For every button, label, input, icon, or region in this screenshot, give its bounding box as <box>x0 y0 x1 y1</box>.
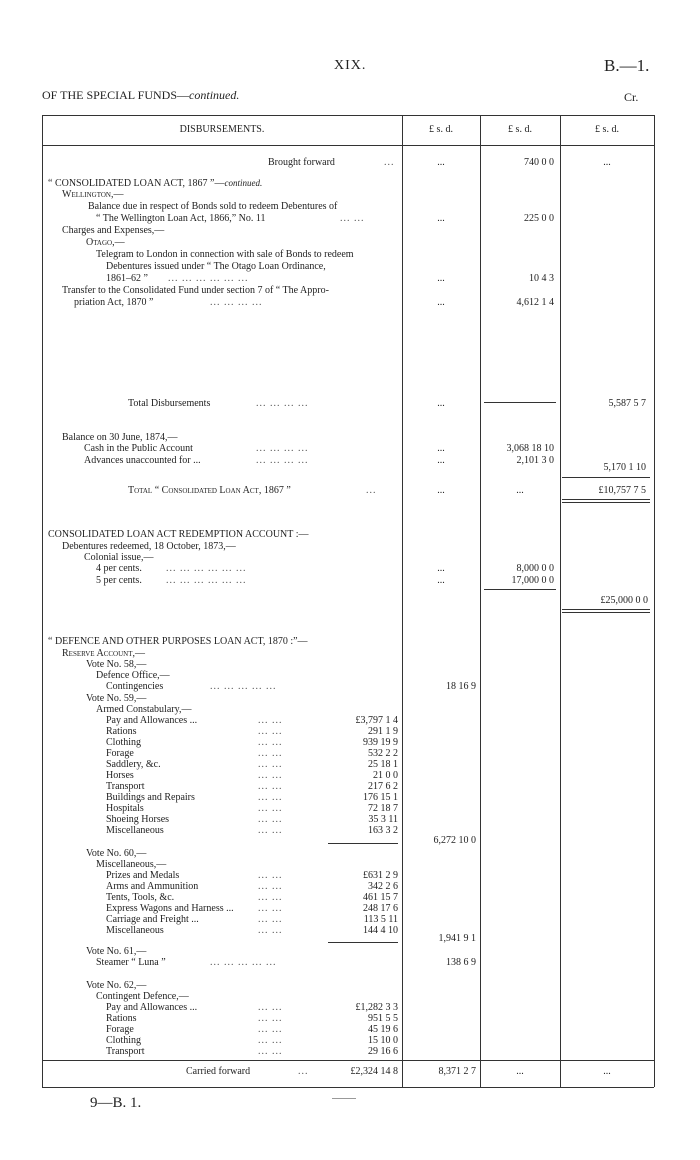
contingencies-col1: 18 16 9 <box>446 681 476 692</box>
total-disbursements-label: Total Disbursements <box>128 398 211 409</box>
total-disbursements-dots: ... ... ... ... <box>256 398 309 409</box>
vote59-item-dots: ... ... <box>258 737 283 748</box>
vote-61-heading: Vote No. 61,— <box>86 946 147 957</box>
rule-balance <box>562 477 650 478</box>
footer-short-rule <box>332 1098 356 1099</box>
rule-total-disbursements <box>484 402 556 403</box>
rule-carried-forward <box>42 1060 654 1061</box>
rule-redemption-col2 <box>484 589 556 590</box>
section1-title-italic: continued. <box>224 178 263 188</box>
carried-forward-label: Carried forward <box>186 1066 251 1077</box>
redemption-row-5pc-col1: ... <box>437 575 445 586</box>
section-title-redemption: CONSOLIDATED LOAN ACT REDEMPTION ACCOUNT :— <box>48 529 309 540</box>
otago-dots: ... ... ... ... ... ... <box>168 273 249 284</box>
subtitle-prefix: OF THE SPECIAL FUNDS— <box>42 88 190 102</box>
wellington-heading: Wellington,— <box>62 189 124 200</box>
brought-forward-label: Brought forward <box>268 157 335 168</box>
vote60-item-dots: ... ... <box>258 903 283 914</box>
redemption-row-5pc-col2: 17,000 0 0 <box>511 575 554 586</box>
wellington-col1: ... <box>437 213 445 224</box>
cash-col1: ... <box>437 443 445 454</box>
vote59-item-dots: ... ... <box>258 748 283 759</box>
otago-line-3: 1861–62 ” <box>106 273 148 284</box>
redemption-total-col3: £25,000 0 0 <box>600 595 648 606</box>
wellington-line-2: “ The Wellington Loan Act, 1866,” No. 11 <box>96 213 266 224</box>
rule-redemption-a <box>562 609 650 610</box>
vote-60-heading: Vote No. 60,— <box>86 848 147 859</box>
vote59-item-amount: 291 1 9 <box>368 726 398 737</box>
armed-constabulary-heading: Armed Constabulary,— <box>96 704 192 715</box>
rule-vote59-sub <box>328 843 398 844</box>
redemption-row-5pc-dots: ... ... ... ... ... ... <box>166 575 247 586</box>
advances-col2: 2,101 3 0 <box>516 455 554 466</box>
brought-forward-col2: 740 0 0 <box>524 157 554 168</box>
vote62-item-label: Clothing <box>106 1035 142 1046</box>
carried-forward-amount: £2,324 14 8 <box>350 1066 398 1077</box>
vote60-item-label: Miscellaneous <box>106 925 164 936</box>
vote60-item-amount: 144 4 10 <box>363 925 398 936</box>
vote-60-total-col1: 1,941 9 1 <box>438 933 476 944</box>
vote59-item-label: Pay and Allowances ... <box>106 715 198 726</box>
debentures-redeemed-heading: Debentures redeemed, 18 October, 1873,— <box>62 541 236 552</box>
vote-58-heading: Vote No. 58,— <box>86 659 147 670</box>
vote59-item-label: Rations <box>106 726 137 737</box>
vote62-item-amount: 29 16 6 <box>368 1046 398 1057</box>
vote60-item-dots: ... ... <box>258 870 283 881</box>
vote59-item-amount: 532 2 2 <box>368 748 398 759</box>
rule-vote60-sub <box>328 942 398 943</box>
vote60-item-label: Prizes and Medals <box>106 870 180 881</box>
otago-heading: Otago,— <box>86 237 125 248</box>
vote59-item-amount: 25 18 1 <box>368 759 398 770</box>
vote59-item-amount: 72 18 7 <box>368 803 398 814</box>
vote59-item-dots: ... ... <box>258 781 283 792</box>
total-cla-1867-col2: ... <box>516 485 524 496</box>
otago-col1: ... <box>437 273 445 284</box>
rule-redemption-b <box>562 612 650 613</box>
rule-total-1867-a <box>562 499 650 500</box>
vote62-item-amount: 951 5 5 <box>368 1013 398 1024</box>
wellington-entry <box>88 201 337 225</box>
steamer-luna-dots: ... ... ... ... ... <box>210 957 277 968</box>
vote59-item-amount: 939 19 9 <box>363 737 398 748</box>
vote59-item-label: Hospitals <box>106 803 144 814</box>
total-cla-1867-col3: £10,757 7 5 <box>598 485 646 496</box>
advances-col1: ... <box>437 455 445 466</box>
total-cla-1867-col1: ... <box>437 485 445 496</box>
vote59-item-dots: ... ... <box>258 770 283 781</box>
vote59-item-dots: ... ... <box>258 792 283 803</box>
section1-title-text: “ CONSOLIDATED LOAN ACT, 1867 ”— <box>48 178 225 189</box>
transfer-dots: ... ... ... ... <box>210 297 263 308</box>
rule-total-1867-b <box>562 502 650 503</box>
vote62-item-dots: ... ... <box>258 1002 283 1013</box>
transfer-line-1: Transfer to the Consolidated Fund under section 7 of “ The Appro- <box>62 285 329 296</box>
brought-forward-dots: ... <box>384 157 395 168</box>
contingencies-label: Contingencies <box>106 681 164 692</box>
col3-heading: £ s. d. <box>595 124 619 135</box>
credit-side-label: Cr. <box>624 90 639 104</box>
redemption-row-4pc-col2: 8,000 0 0 <box>516 563 554 574</box>
vote62-item-dots: ... ... <box>258 1013 283 1024</box>
reserve-account-heading: Reserve Account,— <box>62 648 146 659</box>
col1-heading: £ s. d. <box>429 124 453 135</box>
otago-line-2: Debentures issued under “ The Otago Loan Ordinance, <box>106 261 326 272</box>
vote60-item-dots: ... ... <box>258 925 283 936</box>
vote60-item-amount: 248 17 6 <box>363 903 398 914</box>
vote-62-heading: Vote No. 62,— <box>86 980 147 991</box>
subtitle-italic: continued. <box>189 88 240 102</box>
carried-forward-col2: ... <box>516 1066 524 1077</box>
signature-mark: 9—B. 1. <box>90 1095 142 1111</box>
vote60-item-label: Arms and Ammunition <box>106 881 199 892</box>
vote62-item-label: Forage <box>106 1024 134 1035</box>
vote62-item-label: Pay and Allowances ... <box>106 1002 198 1013</box>
advances-label: Advances unaccounted for ... <box>84 455 201 466</box>
cash-dots: ... ... ... ... <box>256 443 309 454</box>
vote59-item-label: Forage <box>106 748 134 759</box>
vote59-item-label: Clothing <box>106 737 142 748</box>
vote62-item-amount: 15 10 0 <box>368 1035 398 1046</box>
carried-forward-col3: ... <box>603 1066 611 1077</box>
balance-heading: Balance on 30 June, 1874,— <box>62 432 178 443</box>
vote59-item-amount: 176 15 1 <box>363 792 398 803</box>
wellington-dots: ... ... <box>340 213 365 224</box>
vote59-item-label: Miscellaneous <box>106 825 164 836</box>
otago-line-1: Telegram to London in connection with sale of Bonds to redeem <box>96 249 354 260</box>
vote60-item-label: Carriage and Freight ... <box>106 914 199 925</box>
vote-59-total-col1: 6,272 10 0 <box>433 835 476 846</box>
defence-office-heading: Defence Office,— <box>96 670 170 681</box>
vote-59-heading: Vote No. 59,— <box>86 693 147 704</box>
vote59-item-amount: £3,797 1 4 <box>355 715 398 726</box>
contingent-defence-heading: Contingent Defence,— <box>96 991 189 1002</box>
brought-forward-col1: ... <box>437 157 445 168</box>
carried-forward-dots: ... <box>298 1066 309 1077</box>
vote59-item-label: Transport <box>106 781 145 792</box>
wellington-col2: 225 0 0 <box>524 213 554 224</box>
page-subtitle <box>42 88 239 103</box>
document-code: B.—1. <box>604 56 650 75</box>
vote59-item-label: Horses <box>106 770 134 781</box>
wellington-line-1: Balance due in respect of Bonds sold to redeem Debentures of <box>88 201 338 212</box>
vote59-item-dots: ... ... <box>258 715 283 726</box>
vote59-item-amount: 35 3 11 <box>368 814 398 825</box>
vote59-item-amount: 217 6 2 <box>368 781 398 792</box>
steamer-luna-col1: 138 6 9 <box>446 957 476 968</box>
vote60-item-dots: ... ... <box>258 892 283 903</box>
advances-dots: ... ... ... ... <box>256 455 309 466</box>
vote60-item-label: Tents, Tools, &c. <box>106 892 175 903</box>
vote59-item-dots: ... ... <box>258 814 283 825</box>
carried-forward-col1: 8,371 2 7 <box>438 1066 476 1077</box>
transfer-entry <box>62 285 329 309</box>
transfer-line-2: priation Act, 1870 ” <box>74 297 154 308</box>
section-title-defence-loan: “ DEFENCE AND OTHER PURPOSES LOAN ACT, 1870 :”— <box>48 636 308 647</box>
vote62-item-amount: 45 19 6 <box>368 1024 398 1035</box>
vote60-item-amount: 113 5 11 <box>363 914 398 925</box>
contingencies-dots: ... ... ... ... ... <box>210 681 277 692</box>
redemption-row-4pc-col1: ... <box>437 563 445 574</box>
transfer-col1: ... <box>437 297 445 308</box>
total-cla-1867-label: Total “ Consolidated Loan Act, 1867 ” <box>128 485 291 496</box>
vote60-item-amount: £631 2 9 <box>363 870 398 881</box>
vote59-item-dots: ... ... <box>258 803 283 814</box>
balance-col3: 5,170 1 10 <box>603 462 646 473</box>
transfer-col2: 4,612 1 4 <box>516 297 554 308</box>
total-disbursements-col1: ... <box>437 398 445 409</box>
vote60-item-label: Express Wagons and Harness ... <box>106 903 234 914</box>
col2-heading: £ s. d. <box>508 124 532 135</box>
vote62-item-label: Transport <box>106 1046 145 1057</box>
miscellaneous-heading: Miscellaneous,— <box>96 859 167 870</box>
vote60-item-amount: 342 2 6 <box>368 881 398 892</box>
vote60-item-dots: ... ... <box>258 914 283 925</box>
vote60-item-dots: ... ... <box>258 881 283 892</box>
vote62-item-label: Rations <box>106 1013 137 1024</box>
vote62-item-dots: ... ... <box>258 1046 283 1057</box>
vote59-item-label: Saddlery, &c. <box>106 759 161 770</box>
total-cla-1867-dots: ... <box>366 485 377 496</box>
cash-label: Cash in the Public Account <box>84 443 193 454</box>
vote62-item-dots: ... ... <box>258 1035 283 1046</box>
vote59-item-amount: 163 3 2 <box>368 825 398 836</box>
cash-col2: 3,068 18 10 <box>506 443 554 454</box>
vote59-item-dots: ... ... <box>258 759 283 770</box>
vote59-item-dots: ... ... <box>258 825 283 836</box>
page-numeral: XIX. <box>334 58 367 73</box>
redemption-row-5pc-label: 5 per cents. <box>96 575 142 586</box>
charges-heading: Charges and Expenses,— <box>62 225 165 236</box>
disbursements-heading: DISBURSEMENTS. <box>179 124 265 135</box>
vote62-item-dots: ... ... <box>258 1024 283 1035</box>
vote59-item-label: Buildings and Repairs <box>106 792 195 803</box>
colonial-issue-heading: Colonial issue,— <box>84 552 154 563</box>
vote59-item-label: Shoeing Horses <box>106 814 170 825</box>
steamer-luna-label: Steamer “ Luna ” <box>96 957 166 968</box>
total-disbursements-col3: 5,587 5 7 <box>608 398 646 409</box>
redemption-row-4pc-label: 4 per cents. <box>96 563 142 574</box>
redemption-row-4pc-dots: ... ... ... ... ... ... <box>166 563 247 574</box>
vote62-item-amount: £1,282 3 3 <box>355 1002 398 1013</box>
otago-col2: 10 4 3 <box>529 273 554 284</box>
vote60-item-amount: 461 15 7 <box>363 892 398 903</box>
brought-forward-col3: ... <box>603 157 611 168</box>
vote59-item-dots: ... ... <box>258 726 283 737</box>
vote59-item-amount: 21 0 0 <box>373 770 398 781</box>
